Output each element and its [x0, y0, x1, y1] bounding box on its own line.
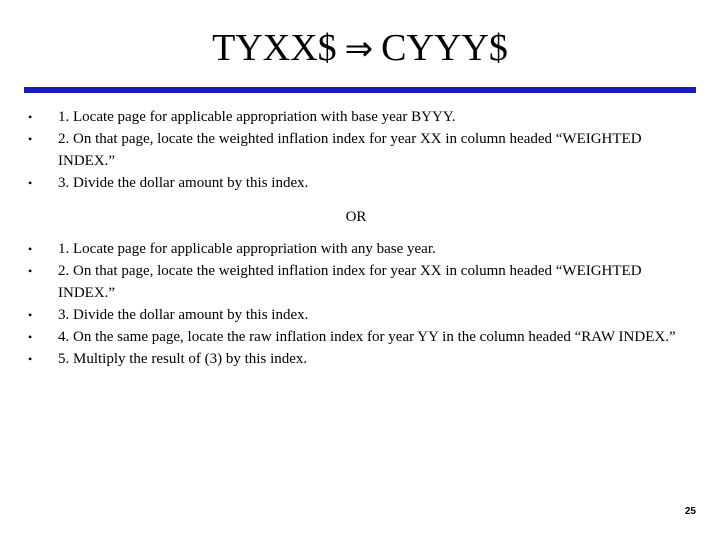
title-right: CYYY$: [381, 27, 508, 69]
title-divider: [24, 87, 696, 93]
list-item: • 2. On that page, locate the weighted inflation index for year XX in column headed “WEIGHTED INDEX.”: [28, 128, 698, 172]
bullet-icon: •: [28, 330, 33, 344]
bullet-icon: •: [28, 132, 33, 146]
bullet-icon: •: [28, 176, 33, 190]
slide-title: [0, 24, 720, 73]
bullet-icon: •: [28, 110, 33, 124]
list-item: • 3. Divide the dollar amount by this index.: [28, 304, 698, 326]
bullet-icon: •: [28, 242, 33, 256]
bullet-icon: •: [28, 308, 33, 322]
steps-list-any-base-year: [28, 238, 698, 370]
list-item: • 5. Multiply the result of (3) by this index.: [28, 348, 698, 370]
list-item: • 2. On that page, locate the weighted inflation index for year XX in column headed “WEIGHTED INDEX.”: [28, 260, 698, 304]
implies-arrow-icon: ⇒: [344, 29, 374, 69]
title-left: TYXX$: [212, 27, 337, 69]
list-item: • 4. On the same page, locate the raw inflation index for year YY in the column headed “RAW INDEX.”: [28, 326, 698, 348]
bullet-icon: •: [28, 264, 33, 278]
list-item: • 3. Divide the dollar amount by this index.: [28, 172, 698, 194]
list-item: • 1. Locate page for applicable appropriation with any base year.: [28, 238, 698, 260]
or-separator: OR: [345, 209, 367, 225]
bullet-icon: •: [28, 352, 33, 366]
steps-list-base-year: [28, 106, 698, 194]
list-item: • 1. Locate page for applicable appropriation with base year BYYY.: [28, 106, 698, 128]
page-number: 25: [684, 506, 696, 517]
